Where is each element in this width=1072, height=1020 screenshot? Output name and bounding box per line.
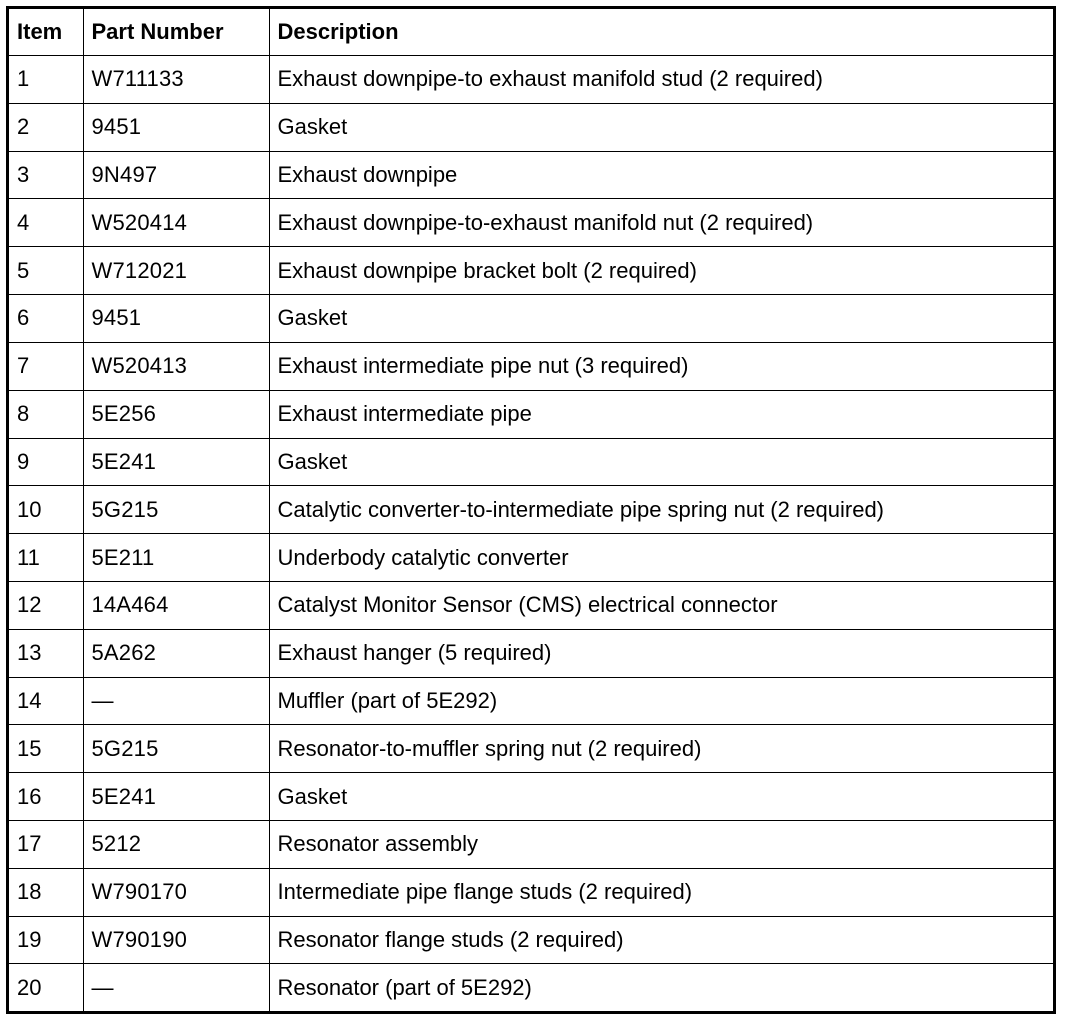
cell-item: 16: [9, 773, 83, 821]
cell-part-number: 5G215: [83, 725, 269, 773]
cell-part-number: 5E241: [83, 773, 269, 821]
table-row: [9, 438, 1053, 486]
cell-item: 1: [9, 56, 83, 104]
cell-part-number: 5212: [83, 821, 269, 869]
cell-description: Exhaust intermediate pipe nut (3 required): [269, 342, 1053, 390]
table-row: [9, 629, 1053, 677]
cell-item: 19: [9, 916, 83, 964]
cell-item: 14: [9, 677, 83, 725]
cell-description: Underbody catalytic converter: [269, 534, 1053, 582]
table-row: [9, 868, 1053, 916]
cell-description: Gasket: [269, 103, 1053, 151]
cell-part-number: 5E256: [83, 390, 269, 438]
cell-part-number: W790170: [83, 868, 269, 916]
cell-item: 13: [9, 629, 83, 677]
table-row: [9, 103, 1053, 151]
table-row: [9, 342, 1053, 390]
cell-part-number: W520413: [83, 342, 269, 390]
cell-description: Muffler (part of 5E292): [269, 677, 1053, 725]
cell-item: 6: [9, 295, 83, 343]
cell-item: 11: [9, 534, 83, 582]
cell-part-number: —: [83, 677, 269, 725]
cell-item: 12: [9, 581, 83, 629]
header-description: Description: [269, 9, 1053, 56]
table-header-row: [9, 9, 1053, 56]
table-row: [9, 773, 1053, 821]
table-row: [9, 821, 1053, 869]
cell-description: Catalyst Monitor Sensor (CMS) electrical connector: [269, 581, 1053, 629]
cell-item: 5: [9, 247, 83, 295]
cell-description: Resonator (part of 5E292): [269, 964, 1053, 1011]
parts-table: [9, 9, 1053, 1011]
table-row: [9, 916, 1053, 964]
cell-description: Gasket: [269, 295, 1053, 343]
cell-part-number: W520414: [83, 199, 269, 247]
header-part-number: Part Number: [83, 9, 269, 56]
cell-part-number: 5E211: [83, 534, 269, 582]
table-row: [9, 151, 1053, 199]
cell-description: Exhaust downpipe: [269, 151, 1053, 199]
cell-description: Gasket: [269, 438, 1053, 486]
cell-description: Exhaust downpipe bracket bolt (2 required): [269, 247, 1053, 295]
cell-part-number: 5A262: [83, 629, 269, 677]
table-row: [9, 964, 1053, 1011]
cell-description: Exhaust intermediate pipe: [269, 390, 1053, 438]
cell-item: 18: [9, 868, 83, 916]
header-item: Item: [9, 9, 83, 56]
cell-item: 9: [9, 438, 83, 486]
table-row: [9, 56, 1053, 104]
cell-item: 17: [9, 821, 83, 869]
table-row: [9, 534, 1053, 582]
table-row: [9, 581, 1053, 629]
cell-description: Exhaust hanger (5 required): [269, 629, 1053, 677]
cell-part-number: 9N497: [83, 151, 269, 199]
cell-item: 2: [9, 103, 83, 151]
cell-part-number: W790190: [83, 916, 269, 964]
cell-description: Exhaust downpipe-to-exhaust manifold nut (2 required): [269, 199, 1053, 247]
cell-description: Gasket: [269, 773, 1053, 821]
cell-part-number: W712021: [83, 247, 269, 295]
cell-item: 10: [9, 486, 83, 534]
cell-description: Resonator-to-muffler spring nut (2 required): [269, 725, 1053, 773]
cell-part-number: 5E241: [83, 438, 269, 486]
table-row: [9, 677, 1053, 725]
cell-part-number: —: [83, 964, 269, 1011]
cell-part-number: 9451: [83, 103, 269, 151]
cell-description: Resonator assembly: [269, 821, 1053, 869]
cell-part-number: 9451: [83, 295, 269, 343]
cell-item: 7: [9, 342, 83, 390]
cell-description: Catalytic converter-to-intermediate pipe spring nut (2 required): [269, 486, 1053, 534]
cell-item: 4: [9, 199, 83, 247]
table-row: [9, 725, 1053, 773]
cell-part-number: 14A464: [83, 581, 269, 629]
parts-table-container: [6, 6, 1056, 1014]
table-body: [9, 56, 1053, 1012]
table-row: [9, 390, 1053, 438]
cell-item: 20: [9, 964, 83, 1011]
cell-part-number: W711133: [83, 56, 269, 104]
table-row: [9, 295, 1053, 343]
table-row: [9, 247, 1053, 295]
cell-part-number: 5G215: [83, 486, 269, 534]
cell-item: 15: [9, 725, 83, 773]
cell-description: Intermediate pipe flange studs (2 required): [269, 868, 1053, 916]
table-row: [9, 486, 1053, 534]
cell-description: Exhaust downpipe-to exhaust manifold stud (2 required): [269, 56, 1053, 104]
cell-item: 8: [9, 390, 83, 438]
cell-item: 3: [9, 151, 83, 199]
cell-description: Resonator flange studs (2 required): [269, 916, 1053, 964]
table-row: [9, 199, 1053, 247]
